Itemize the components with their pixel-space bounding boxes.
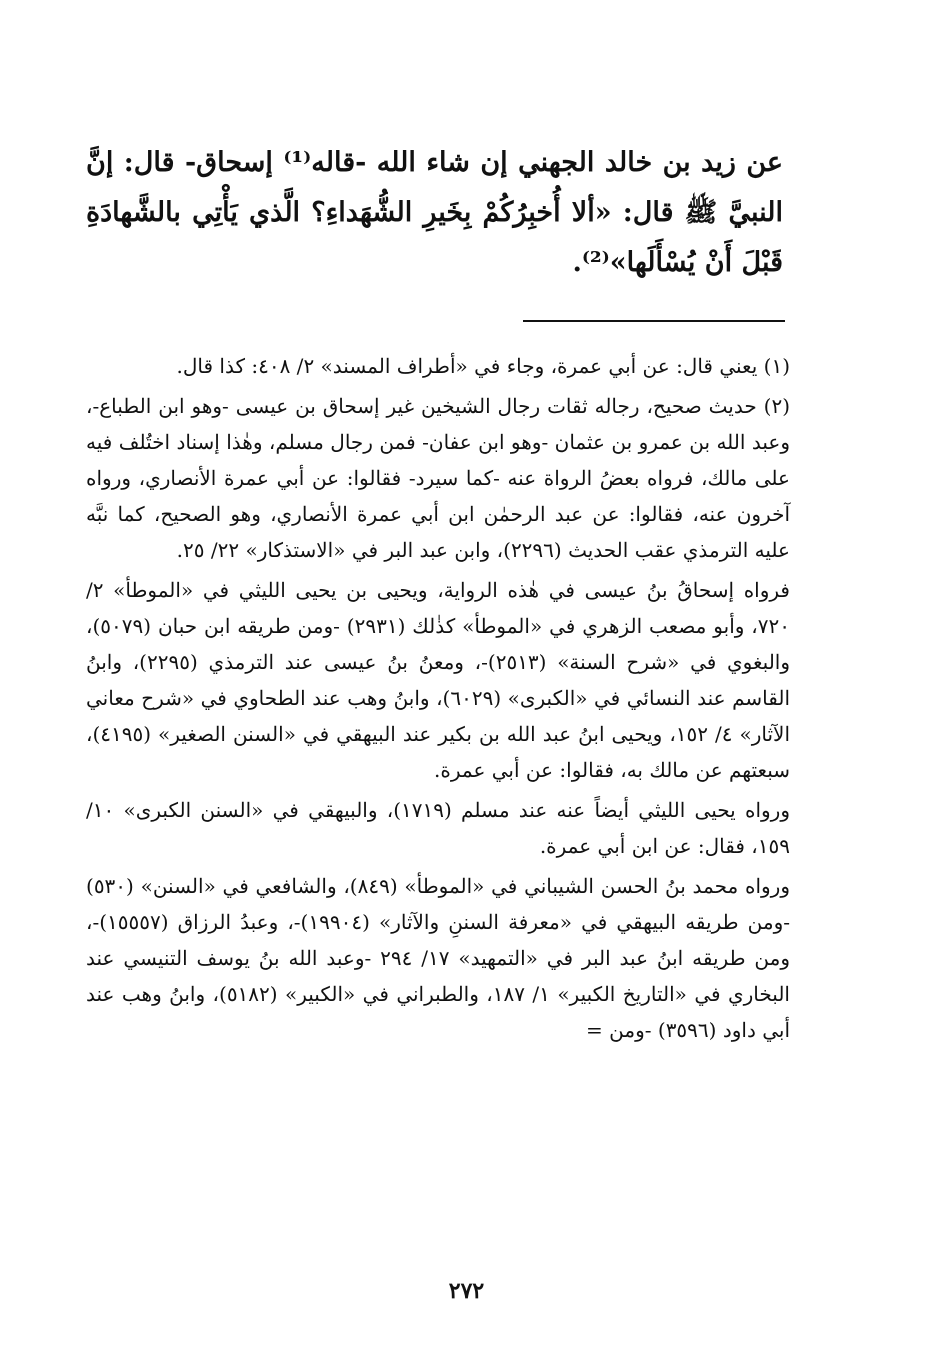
footnote-2-continuation-2: ورواه يحيى الليثي أيضاً عنه عند مسلم (١٧١٩)، والبيهقي في «السنن الكبرى» ١٠/ ١٥٩، فقال: عن ابن أبي عمرة. [86,798,790,858]
footnote-separator [523,320,785,322]
footnote-2-continuation-1: فرواه إسحاقُ بنُ عيسى في هٰذه الرواية، ويحيى بن يحيى الليثي في «الموطأ» ٢/ ٧٢٠، وأبو مصعب الزهري في «الموطأ» كذٰلك (٢٩٣١) -ومن طريقه ابن حبان (٥٠٧٩)، والبغوي في «شرح السنة» (٢٥١٣)-، ومعنُ بنُ عيسى عند الترمذي (٢٢٩٥)، وابنُ القاسم عند النسائي في «الكبرى» (٦٠٢٩)، وابنُ وهب عند الطحاوي في «شرح معاني الآثار» ٤/ ١٥٢، ويحيى ابنُ عبد الله بن بكير عند البيهقي في «السنن الصغير» (٤١٩٥)، سبعتهم عن مالك به، فقالوا: عن أبي عمرة. [86,578,791,782]
footnote-2: (٢) حديث صحيح، رجاله ثقات رجال الشيخين غير إسحاق بن عيسى -وهو ابن الطباع-، وعبد الله بن عمرو بن عثمان -وهو ابن عفان- فمن رجال مسلم، وهٰذا إسناد اختُلف فيه على مالك، فرواه بعضُ الرواة عنه -كما سيرد- فقالوا: عن أبي عمرة الأنصاري، ورواه آخرون عنه، فقالوا: عن عبد الرحمٰن ابن أبي عمرة الأنصاري، وهو الصحيح، كما نبَّه عليه الترمذي عقب الحديث (٢٢٩٦)، وابن عبد البر في «الاستذكار» ٢٢/ ٢٥. [86,394,790,562]
footnote-1: (١) يعني قال: عن أبي عمرة، وجاء في «أطراف المسند» ٢/ ٤٠٨: كذا قال. [176,354,790,378]
main-paragraph: عن زيد بن خالد الجهني إن شاء الله -قاله⁽¹⁾ إسحاق- قال: إنَّ النبيَّ ﷺ قال: «ألا أُخبِرُكُمْ بِخَيرِ الشُّهَداءِ؟ الَّذي يَأْتِي بالشَّهادَةِ قَبْلَ أَنْ يُسْأَلَها»⁽²⁾. [86,147,783,278]
page-number: ٢٧٢ [448,1278,485,1304]
main-text-block [86,138,783,288]
footnote-2-continuation-3: ورواه محمد بنُ الحسن الشيباني في «الموطأ» (٨٤٩)، والشافعي في «السنن» (٥٣٠) -ومن طريقه البيهقي في «معرفة السننِ والآثار» (١٩٩٠٤)-، وعبدُ الرزاق (١٥٥٥٧)-، ومن طريقه ابنُ عبد البر في «التمهيد» ١٧/ ٢٩٤ -وعبد الله بنُ يوسف التنيسي عند البخاري في «التاريخ الكبير» ١/ ١٨٧، والطبراني في «الكبير» (٥١٨٢)، وابنُ وهب عند أبي داود (٣٥٩٦) -ومن = [86,874,790,1042]
footnotes-block [86,348,790,1052]
